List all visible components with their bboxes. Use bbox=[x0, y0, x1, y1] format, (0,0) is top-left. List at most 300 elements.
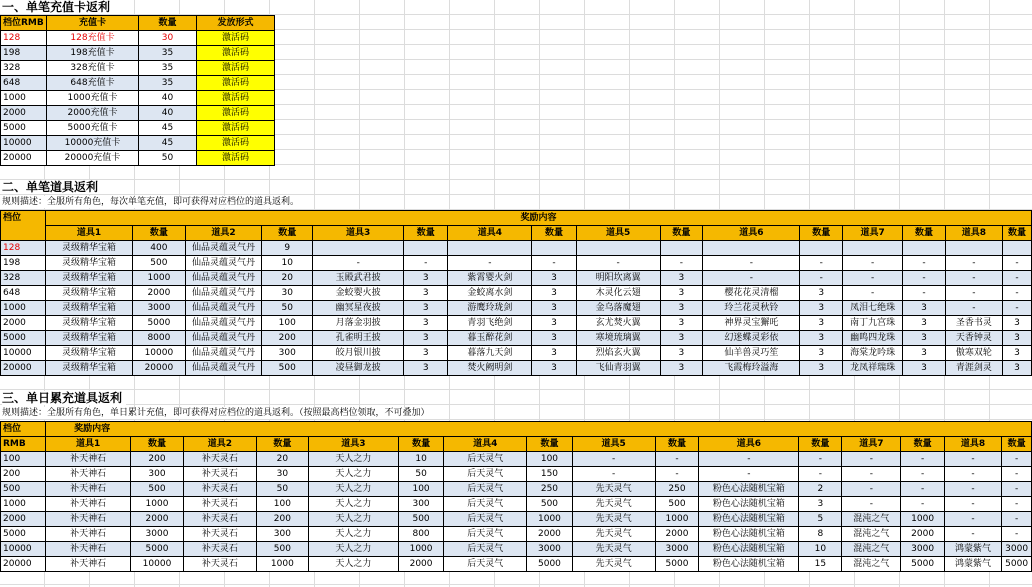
table-cell: 128 bbox=[1, 31, 47, 46]
subheader-cell: 数量 bbox=[404, 226, 448, 241]
table-cell: 35 bbox=[139, 61, 197, 76]
table-cell: 3 bbox=[404, 346, 448, 361]
table-cell: - bbox=[655, 452, 698, 467]
table-cell: - bbox=[313, 256, 404, 271]
table-cell: - bbox=[901, 482, 944, 497]
table-row bbox=[1, 76, 275, 91]
table-cell: 补天神石 bbox=[46, 557, 131, 572]
table-cell: 3000 bbox=[133, 301, 186, 316]
table-cell: 木灵化云翅 bbox=[576, 286, 660, 301]
table-cell: - bbox=[901, 467, 944, 482]
table-cell: 3 bbox=[660, 346, 703, 361]
table-cell: 暮玉醉花剑 bbox=[448, 331, 532, 346]
table-cell: 30 bbox=[139, 31, 197, 46]
table-cell: 30 bbox=[256, 467, 308, 482]
subheader-cell: 道具1 bbox=[46, 226, 133, 241]
table-cell: 5000 bbox=[1, 527, 46, 542]
table-cell: 圣香书灵 bbox=[945, 316, 1002, 331]
table-cell: 粉色心法随机宝箱 bbox=[699, 542, 799, 557]
table-cell: 1000 bbox=[901, 512, 944, 527]
table-cell: 后天灵气 bbox=[444, 557, 527, 572]
table-cell: 玄尤焚火翼 bbox=[576, 316, 660, 331]
table-cell: 补天灵石 bbox=[183, 557, 256, 572]
table-cell: 2000 bbox=[655, 527, 698, 542]
table-cell: 800 bbox=[398, 527, 443, 542]
table-cell: - bbox=[944, 482, 1001, 497]
subheader-cell: 道具8 bbox=[944, 437, 1001, 452]
table-cell: 20000 bbox=[1, 557, 46, 572]
table-cell: 45 bbox=[139, 136, 197, 151]
table-cell: 500 bbox=[131, 482, 184, 497]
table-cell: 补天神石 bbox=[46, 452, 131, 467]
table-cell: 樱花花灵清榴 bbox=[703, 286, 800, 301]
table-cell: - bbox=[945, 256, 1002, 271]
table-cell: 200 bbox=[1, 467, 46, 482]
table-cell: - bbox=[1002, 452, 1032, 467]
table-row bbox=[1, 482, 1032, 497]
table-cell: - bbox=[572, 467, 655, 482]
table-cell: 100 bbox=[1, 452, 46, 467]
table-cell: 粉色心法随机宝箱 bbox=[699, 512, 799, 527]
table-cell: 3 bbox=[660, 361, 703, 376]
table-cell: - bbox=[572, 452, 655, 467]
table-cell: 3 bbox=[660, 286, 703, 301]
table-cell: - bbox=[532, 256, 576, 271]
table-cell: 20000充值卡 bbox=[47, 151, 139, 166]
table-cell: 天人之力 bbox=[308, 542, 398, 557]
table-cell: - bbox=[1002, 482, 1032, 497]
table-cell: 5 bbox=[799, 512, 842, 527]
table-cell: 天人之力 bbox=[308, 527, 398, 542]
table-cell: 3 bbox=[532, 346, 576, 361]
table-cell: 500 bbox=[655, 497, 698, 512]
subheader-cell: 道具6 bbox=[699, 437, 799, 452]
table-cell: 9 bbox=[262, 241, 313, 256]
table-cell: 2000 bbox=[133, 286, 186, 301]
table-cell: 孔雀明王披 bbox=[313, 331, 404, 346]
table-cell: 10 bbox=[398, 452, 443, 467]
table-cell bbox=[800, 241, 843, 256]
table-cell: 3 bbox=[404, 361, 448, 376]
table-cell: 粉色心法随机宝箱 bbox=[699, 497, 799, 512]
table-cell: 暮落九天剑 bbox=[448, 346, 532, 361]
table-cell: 198充值卡 bbox=[47, 46, 139, 61]
table-cell: 激活码 bbox=[197, 151, 275, 166]
table-cell: 3 bbox=[1002, 361, 1031, 376]
table-cell: 混沌之气 bbox=[842, 527, 901, 542]
table-cell: 20000 bbox=[1, 361, 46, 376]
table-cell: - bbox=[945, 301, 1002, 316]
table-cell: 补天灵石 bbox=[183, 452, 256, 467]
table-cell: 天人之力 bbox=[308, 482, 398, 497]
table-cell: - bbox=[799, 452, 842, 467]
table-cell: 激活码 bbox=[197, 61, 275, 76]
table-cell: 100 bbox=[398, 482, 443, 497]
table-cell: - bbox=[576, 256, 660, 271]
table-cell: 1000 bbox=[256, 557, 308, 572]
table-cell: 补天神石 bbox=[46, 497, 131, 512]
subheader-cell: 数量 bbox=[262, 226, 313, 241]
table-cell: 250 bbox=[527, 482, 572, 497]
table-cell: 南丁九宫珠 bbox=[843, 316, 903, 331]
table-cell: 3 bbox=[799, 497, 842, 512]
table-row bbox=[1, 121, 275, 136]
table-cell: 2 bbox=[799, 482, 842, 497]
table-cell: - bbox=[448, 256, 532, 271]
table-cell: 50 bbox=[262, 301, 313, 316]
daily-cumulative-item-table bbox=[0, 421, 1032, 572]
subheader-cell: 道具2 bbox=[183, 437, 256, 452]
table-cell: 3 bbox=[660, 331, 703, 346]
table-cell: 5000 bbox=[133, 316, 186, 331]
table-cell: 仙品灵蕴灵气丹 bbox=[185, 256, 262, 271]
table-cell: - bbox=[1002, 256, 1031, 271]
table-subheader-row bbox=[1, 437, 1032, 452]
table-cell: 198 bbox=[1, 256, 46, 271]
table-cell: 幻迷蝶灵彩依 bbox=[703, 331, 800, 346]
table-cell: 激活码 bbox=[197, 136, 275, 151]
table-cell: 凌昼御龙披 bbox=[313, 361, 404, 376]
table-cell: 补天神石 bbox=[46, 512, 131, 527]
table-cell: 1000充值卡 bbox=[47, 91, 139, 106]
table-cell: 金乌落魔翅 bbox=[576, 301, 660, 316]
table-cell: - bbox=[903, 286, 946, 301]
table-cell: 1000 bbox=[1, 301, 46, 316]
table-cell: 1000 bbox=[1, 497, 46, 512]
table-cell: 补天灵石 bbox=[183, 482, 256, 497]
table-cell: 混沌之气 bbox=[842, 542, 901, 557]
table-row bbox=[1, 346, 1032, 361]
table-cell: - bbox=[842, 482, 901, 497]
table-cell: 20000 bbox=[1, 151, 47, 166]
table-header-row bbox=[1, 211, 1032, 226]
table-cell bbox=[660, 241, 703, 256]
table-cell: 3 bbox=[800, 331, 843, 346]
table-cell: 青涯剑灵 bbox=[945, 361, 1002, 376]
table-row bbox=[1, 497, 1032, 512]
table-cell: 先天灵气 bbox=[572, 497, 655, 512]
table-cell: 2000 bbox=[527, 527, 572, 542]
subheader-cell: 道具4 bbox=[444, 437, 527, 452]
table-cell: 粉色心法随机宝箱 bbox=[699, 482, 799, 497]
table-cell: - bbox=[944, 452, 1001, 467]
table-cell: 金蛟婴火披 bbox=[313, 286, 404, 301]
table-cell: - bbox=[800, 256, 843, 271]
table-cell: 500 bbox=[527, 497, 572, 512]
table-cell: 玉殿武君披 bbox=[313, 271, 404, 286]
subheader-cell: 道具4 bbox=[448, 226, 532, 241]
table-cell: 10 bbox=[799, 542, 842, 557]
table-cell: 10000 bbox=[131, 557, 184, 572]
table-cell: 3 bbox=[800, 301, 843, 316]
table-cell: 50 bbox=[256, 482, 308, 497]
subheader-cell: 道具6 bbox=[703, 226, 800, 241]
table-cell: 648 bbox=[1, 286, 46, 301]
table-cell: 3 bbox=[404, 331, 448, 346]
table-cell: 3 bbox=[404, 301, 448, 316]
table-cell: 10000 bbox=[1, 136, 47, 151]
table-cell: 补天灵石 bbox=[183, 497, 256, 512]
table-cell: - bbox=[1002, 467, 1032, 482]
table-cell: 5000 bbox=[655, 557, 698, 572]
table-cell: 补天神石 bbox=[46, 527, 131, 542]
table-cell: 飞仙青羽翼 bbox=[576, 361, 660, 376]
table-row bbox=[1, 557, 1032, 572]
table-cell: - bbox=[842, 467, 901, 482]
table-row bbox=[1, 301, 1032, 316]
table-cell: 328 bbox=[1, 271, 46, 286]
subheader-cell: 数量 bbox=[527, 437, 572, 452]
table-cell: 300 bbox=[256, 527, 308, 542]
table-cell: 40 bbox=[139, 91, 197, 106]
subheader-cell: 数量 bbox=[660, 226, 703, 241]
table-cell: 灵级精华宝箱 bbox=[46, 346, 133, 361]
table-cell: 3 bbox=[903, 316, 946, 331]
table-cell: 10000 bbox=[133, 346, 186, 361]
section3-title: 三、单日累充道具返利 bbox=[2, 391, 126, 405]
table-cell: 明阳坎离翼 bbox=[576, 271, 660, 286]
table-cell: 2000充值卡 bbox=[47, 106, 139, 121]
subheader-cell: 道具8 bbox=[945, 226, 1002, 241]
table-cell: 200 bbox=[256, 512, 308, 527]
table-cell: 500 bbox=[1, 482, 46, 497]
table-cell: 飞霞梅玲溢海 bbox=[703, 361, 800, 376]
table-cell: 3 bbox=[532, 286, 576, 301]
table-cell: 20 bbox=[262, 271, 313, 286]
table-cell: 5000充值卡 bbox=[47, 121, 139, 136]
table-row bbox=[1, 316, 1032, 331]
table-cell: 仙品灵蕴灵气丹 bbox=[185, 241, 262, 256]
table-cell: - bbox=[903, 271, 946, 286]
subheader-cell: 数量 bbox=[799, 437, 842, 452]
table-cell: 3 bbox=[660, 316, 703, 331]
table-cell: 30 bbox=[262, 286, 313, 301]
table-cell: 皎月银川披 bbox=[313, 346, 404, 361]
table-cell: 先天灵气 bbox=[572, 557, 655, 572]
table-row bbox=[1, 542, 1032, 557]
table-row bbox=[1, 512, 1032, 527]
subheader-cell: 数量 bbox=[131, 437, 184, 452]
table-cell: 400 bbox=[133, 241, 186, 256]
header-cell: 档位RMB bbox=[1, 16, 47, 31]
table-cell: 3000 bbox=[655, 542, 698, 557]
table-cell: 10000 bbox=[1, 542, 46, 557]
table-cell: 2000 bbox=[1, 106, 47, 121]
table-cell: 1000 bbox=[655, 512, 698, 527]
table-cell: - bbox=[703, 271, 800, 286]
table-cell: 补天灵石 bbox=[183, 467, 256, 482]
table-cell: 5000 bbox=[901, 557, 944, 572]
table-cell: 补天灵石 bbox=[183, 542, 256, 557]
table-cell: 1000 bbox=[398, 542, 443, 557]
table-cell: 幽冥星夜披 bbox=[313, 301, 404, 316]
table-cell: - bbox=[842, 497, 901, 512]
table-cell: 仙品灵蕴灵气丹 bbox=[185, 331, 262, 346]
subheader-cell: 道具3 bbox=[308, 437, 398, 452]
table-cell: 激活码 bbox=[197, 106, 275, 121]
table-cell: 仙品灵蕴灵气丹 bbox=[185, 316, 262, 331]
table-cell: 40 bbox=[139, 106, 197, 121]
subheader-cell: 数量 bbox=[398, 437, 443, 452]
tier-header: 档位 bbox=[1, 211, 46, 241]
table-cell: 200 bbox=[262, 331, 313, 346]
subheader-cell: 数量 bbox=[256, 437, 308, 452]
table-cell: - bbox=[843, 286, 903, 301]
table-cell: 激活码 bbox=[197, 76, 275, 91]
table-header-row bbox=[1, 422, 1032, 437]
table-cell: 3 bbox=[404, 271, 448, 286]
subheader-cell: 数量 bbox=[901, 437, 944, 452]
subheader-cell: 道具5 bbox=[572, 437, 655, 452]
table-cell: 混沌之气 bbox=[842, 512, 901, 527]
table-cell: 10 bbox=[262, 256, 313, 271]
table-cell: 100 bbox=[262, 316, 313, 331]
table-cell: 3000 bbox=[527, 542, 572, 557]
table-row bbox=[1, 136, 275, 151]
table-cell: 5000 bbox=[1, 121, 47, 136]
table-cell bbox=[576, 241, 660, 256]
table-cell: 3 bbox=[660, 301, 703, 316]
table-cell: 补天神石 bbox=[46, 482, 131, 497]
table-cell: 3 bbox=[660, 271, 703, 286]
table-cell: 灵级精华宝箱 bbox=[46, 361, 133, 376]
table-cell: 3 bbox=[903, 331, 946, 346]
table-cell: 仙品灵蕴灵气丹 bbox=[185, 286, 262, 301]
table-cell: 3 bbox=[404, 286, 448, 301]
subheader-cell: 数量 bbox=[1002, 437, 1032, 452]
table-row bbox=[1, 271, 1032, 286]
table-cell: 3 bbox=[800, 361, 843, 376]
table-cell: 后天灵气 bbox=[444, 542, 527, 557]
tier-header-rmb: RMB bbox=[1, 437, 46, 452]
table-cell: 3000 bbox=[131, 527, 184, 542]
table-cell: - bbox=[843, 256, 903, 271]
table-cell: 198 bbox=[1, 46, 47, 61]
table-cell: 5000 bbox=[1002, 557, 1032, 572]
table-cell: 5000 bbox=[1, 331, 46, 346]
table-cell: - bbox=[404, 256, 448, 271]
table-cell: 仙品灵蕴灵气丹 bbox=[185, 346, 262, 361]
table-cell: 500 bbox=[262, 361, 313, 376]
table-cell: 灵级精华宝箱 bbox=[46, 301, 133, 316]
table-cell: 3000 bbox=[1002, 542, 1032, 557]
reward-header: 奖励内容 bbox=[46, 211, 1032, 226]
table-cell: 凤泪七绝珠 bbox=[843, 301, 903, 316]
table-cell: 后天灵气 bbox=[444, 467, 527, 482]
table-cell: 后天灵气 bbox=[444, 497, 527, 512]
table-cell: 3000 bbox=[901, 542, 944, 557]
table-cell: 激活码 bbox=[197, 31, 275, 46]
table-cell: 300 bbox=[262, 346, 313, 361]
table-cell bbox=[703, 241, 800, 256]
table-cell: 1000 bbox=[131, 497, 184, 512]
table-cell: 仙品灵蕴灵气丹 bbox=[185, 361, 262, 376]
table-cell: 328充值卡 bbox=[47, 61, 139, 76]
table-cell: 45 bbox=[139, 121, 197, 136]
table-cell: 先天灵气 bbox=[572, 512, 655, 527]
table-cell: - bbox=[660, 256, 703, 271]
table-row bbox=[1, 452, 1032, 467]
table-cell: 2000 bbox=[131, 512, 184, 527]
table-cell: 3 bbox=[800, 346, 843, 361]
subheader-cell: 道具5 bbox=[576, 226, 660, 241]
table-cell: 3 bbox=[532, 301, 576, 316]
table-cell: 1000 bbox=[527, 512, 572, 527]
table-cell bbox=[843, 241, 903, 256]
table-cell: - bbox=[843, 271, 903, 286]
table-cell: 烈焰玄火翼 bbox=[576, 346, 660, 361]
table-cell: 寒境琉璃翼 bbox=[576, 331, 660, 346]
table-row bbox=[1, 331, 1032, 346]
table-cell: 500 bbox=[133, 256, 186, 271]
table-cell: 5000 bbox=[527, 557, 572, 572]
table-cell: 仙羊兽灵巧笙 bbox=[703, 346, 800, 361]
table-cell: 混沌之气 bbox=[842, 557, 901, 572]
subheader-cell: 数量 bbox=[1002, 226, 1031, 241]
table-cell: 补天神石 bbox=[46, 542, 131, 557]
table-cell: 粉色心法随机宝箱 bbox=[699, 557, 799, 572]
table-row bbox=[1, 46, 275, 61]
table-cell: 灵级精华宝箱 bbox=[46, 256, 133, 271]
table-cell: 天人之力 bbox=[308, 557, 398, 572]
table-cell: 8 bbox=[799, 527, 842, 542]
table-cell bbox=[404, 241, 448, 256]
reward-header: 奖励内容 bbox=[46, 422, 1032, 437]
table-cell: 紫霄婴火剑 bbox=[448, 271, 532, 286]
table-cell: 仙品灵蕴灵气丹 bbox=[185, 301, 262, 316]
table-cell: 3 bbox=[532, 271, 576, 286]
table-cell: 激活码 bbox=[197, 46, 275, 61]
table-cell: - bbox=[799, 467, 842, 482]
table-cell: - bbox=[655, 467, 698, 482]
table-cell: 300 bbox=[398, 497, 443, 512]
table-row bbox=[1, 91, 275, 106]
table-cell: 天香钟灵 bbox=[945, 331, 1002, 346]
table-cell: 3 bbox=[532, 361, 576, 376]
table-cell: - bbox=[1002, 512, 1032, 527]
table-cell: 3 bbox=[532, 316, 576, 331]
table-cell: - bbox=[901, 452, 944, 467]
table-cell: 2000 bbox=[1, 316, 46, 331]
table-header-row bbox=[1, 16, 275, 31]
table-cell: 后天灵气 bbox=[444, 527, 527, 542]
table-cell: 灵级精华宝箱 bbox=[46, 286, 133, 301]
table-cell bbox=[903, 241, 946, 256]
subheader-cell: 道具1 bbox=[46, 437, 131, 452]
table-cell: 3 bbox=[532, 331, 576, 346]
table-cell: 粉色心法随机宝箱 bbox=[699, 527, 799, 542]
section1-title: 一、单笔充值卡返利 bbox=[2, 0, 114, 14]
table-cell: 20000 bbox=[133, 361, 186, 376]
table-cell: 后天灵气 bbox=[444, 452, 527, 467]
table-cell: 328 bbox=[1, 61, 47, 76]
table-cell: 15 bbox=[799, 557, 842, 572]
table-cell: 3 bbox=[800, 316, 843, 331]
table-cell: 先天灵气 bbox=[572, 527, 655, 542]
subheader-cell: 道具3 bbox=[313, 226, 404, 241]
table-cell: - bbox=[1002, 271, 1031, 286]
table-cell: - bbox=[703, 256, 800, 271]
table-cell: - bbox=[699, 467, 799, 482]
table-cell: 50 bbox=[398, 467, 443, 482]
section3-description: 规则描述：全服所有角色，单日累计充值，即可获得对应档位的道具返利。（按照最高档位领取，不可叠加） bbox=[2, 407, 434, 419]
table-cell: 2000 bbox=[901, 527, 944, 542]
table-cell: 仙品灵蕴灵气丹 bbox=[185, 271, 262, 286]
table-cell: 200 bbox=[131, 452, 184, 467]
table-row bbox=[1, 106, 275, 121]
table-cell: - bbox=[945, 286, 1002, 301]
table-row bbox=[1, 61, 275, 76]
